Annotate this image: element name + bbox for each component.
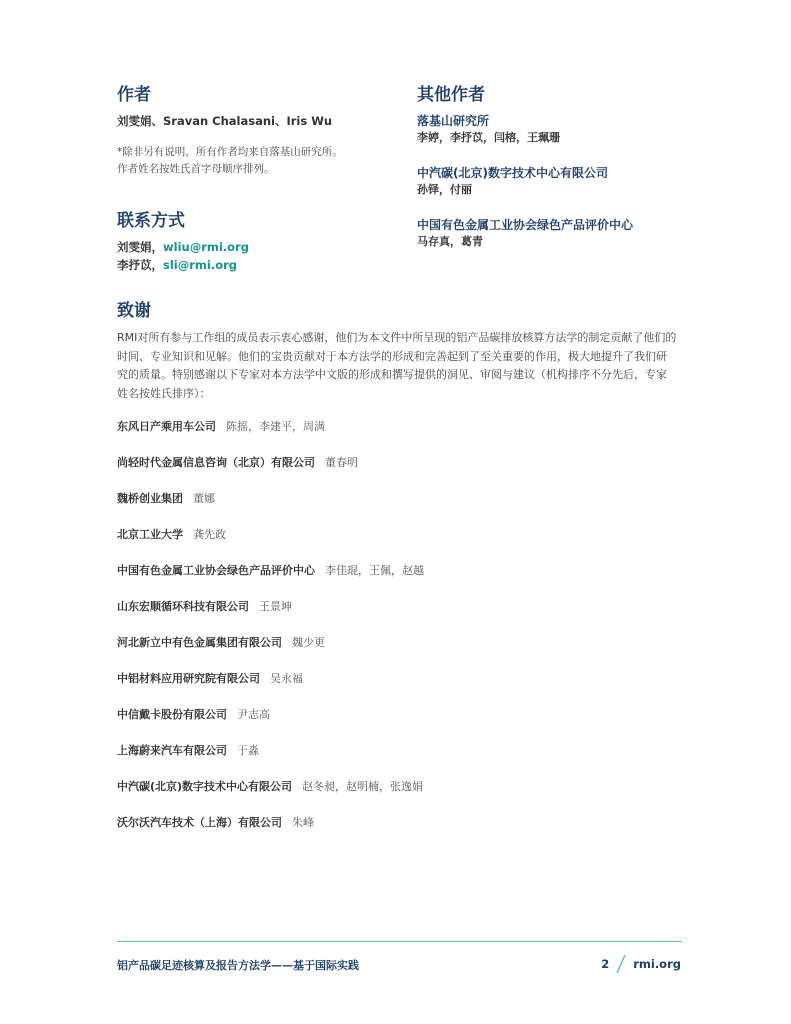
expert-org: 尚轻时代金属信息咨询（北京）有限公司 [117,456,315,469]
expert-people: 尹志高 [237,708,270,721]
org-title: 中国有色金属工业协会绿色产品评价中心 [417,218,634,232]
authors-section [117,84,387,178]
contact-name: 李抒苡， [117,258,163,272]
contact-entry [117,256,387,274]
acknowledgements-section [117,300,677,403]
expert-org: 中汽碳(北京)数字技术中心有限公司 [117,780,293,793]
contact-section [117,210,387,274]
other-author-group [417,164,687,198]
expert-org: 中铝材料应用研究院有限公司 [117,672,260,685]
expert-people: 董春明 [325,456,358,469]
org-names: 马存真，葛青 [417,235,483,248]
expert-org: 北京工业大学 [117,528,183,541]
author-note-1: *除非另有说明，所有作者均来自落基山研究所。 [117,146,343,158]
org-names: 李婷，李抒苡，闫榕，王珮珊 [417,131,560,144]
expert-entry [117,743,259,759]
email-link[interactable]: wliu@rmi.org [163,240,249,254]
expert-entry [117,671,303,687]
expert-org: 东风日产乘用车公司 [117,420,216,433]
acknowledgements-heading: 致谢 [117,301,151,321]
expert-entry [117,599,292,615]
contact-entry [117,238,387,256]
slash-divider-icon [612,954,630,974]
org-title: 中汽碳(北京)数字技术中心有限公司 [417,166,608,180]
other-author-group [417,112,687,146]
author-note-2: 作者姓名按姓氏首字母顺序排列。 [117,163,275,175]
expert-people: 董娜 [193,492,215,505]
expert-entry [117,563,424,579]
site-link[interactable]: rmi.org [633,957,681,971]
expert-org: 魏桥创业集团 [117,492,183,505]
acknowledgements-paragraph: RMI对所有参与工作组的成员表示衷心感谢，他们为本文件中所呈现的铝产品碳排放核算方法学的制定贡献了他们的时间、专业知识和见解。他们的宝贵贡献对于本方法学的形成和完善起到了至关重要的作用，极大地提升了我们研究的质量。特别感谢以下专家对本方法学中文版的形成和撰写提供的洞见、审阅与建议（机构排序不分先后，专家姓名按姓氏排序）： [117,331,677,400]
expert-org: 沃尔沃汽车技术（上海）有限公司 [117,816,282,829]
expert-org: 中信戴卡股份有限公司 [117,708,227,721]
authors-heading: 作者 [117,85,151,105]
expert-people: 龚先政 [193,528,226,541]
footer-pagination [601,954,681,974]
org-title: 落基山研究所 [417,114,490,128]
expert-org: 上海蔚来汽车有限公司 [117,744,227,757]
expert-people: 于淼 [237,744,259,757]
contact-heading: 联系方式 [117,211,185,231]
other-authors-heading: 其他作者 [417,85,485,105]
expert-people: 朱峰 [292,816,314,829]
expert-org: 河北新立中有色金属集团有限公司 [117,636,282,649]
expert-org: 中国有色金属工业协会绿色产品评价中心 [117,564,315,577]
expert-people: 李佳琨，王佩，赵越 [325,564,424,577]
expert-entry [117,527,226,543]
other-author-group [417,216,687,250]
footer-title: 铝产品碳足迹核算及报告方法学——基于国际实践 [117,959,359,972]
page-number: 2 [601,957,610,971]
expert-entry [117,779,423,795]
expert-people: 魏少更 [292,636,325,649]
expert-people: 王景坤 [259,600,292,613]
expert-people: 赵冬昶，赵明楠，张逸娟 [302,780,424,793]
expert-org: 山东宏顺循环科技有限公司 [117,600,249,613]
contact-name: 刘雯娟， [117,240,163,254]
email-link[interactable]: sli@rmi.org [163,258,237,272]
expert-entry [117,455,358,471]
expert-entry [117,707,270,723]
org-names: 孙铎，付丽 [417,183,472,196]
expert-entry [117,635,325,651]
expert-entry [117,491,215,507]
expert-people: 吴永福 [270,672,303,685]
expert-entry [117,815,314,831]
expert-entry [117,419,325,435]
other-authors-section [417,84,687,250]
expert-people: 陈摇，李建平，周满 [226,420,325,433]
footer-divider [117,941,682,942]
author-names: 刘雯娟、Sravan Chalasani、Iris Wu [117,114,333,128]
